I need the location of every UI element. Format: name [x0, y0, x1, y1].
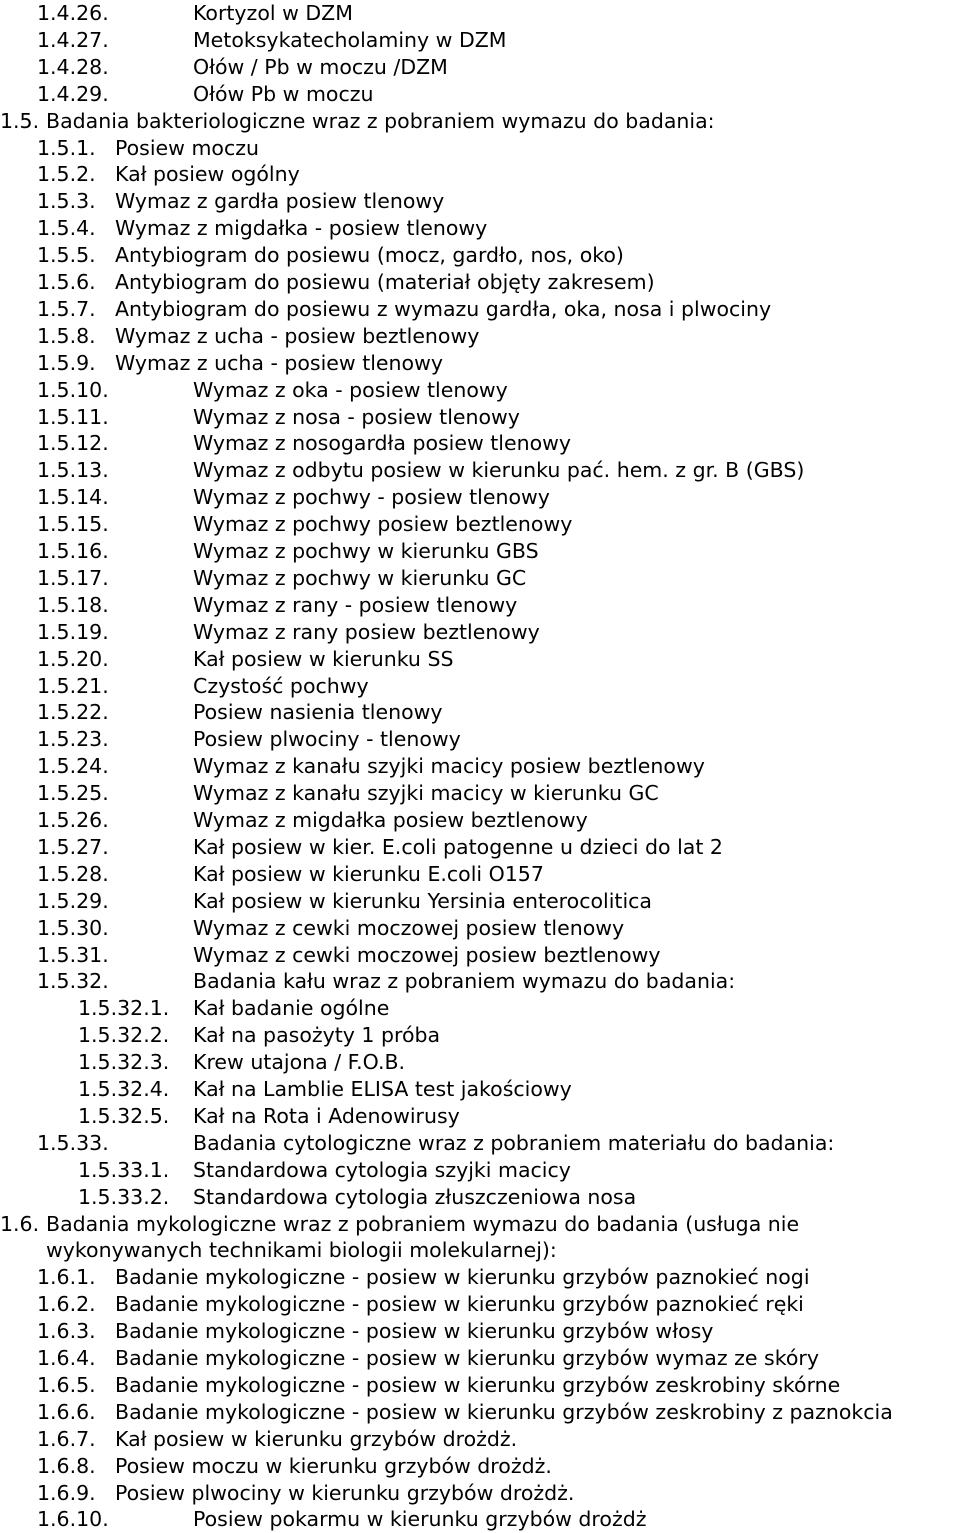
item-text: Wymaz z rany - posiew tlenowy	[193, 592, 518, 617]
item-number: 1.5.26.	[37, 808, 109, 832]
item-text: Standardowa cytologia szyjki macicy	[193, 1157, 571, 1182]
item-number: 1.5.32.1.	[78, 996, 170, 1021]
item-number: 1.5.16.	[37, 539, 109, 563]
item-number: 1.5.17.	[37, 565, 109, 590]
list-item	[0, 323, 960, 350]
list-item	[0, 188, 960, 215]
item-text: Badania mykologiczne wraz z pobraniem wymazu do badania (usługa nie	[46, 1211, 800, 1236]
item-text: Kał posiew w kierunku Yersinia enterocolitica	[193, 888, 652, 913]
list-item	[0, 995, 960, 1022]
item-text: Kał posiew w kierunku SS	[193, 646, 454, 671]
item-text: Kał posiew w kier. E.coli patogenne u dzieci do lat 2	[193, 834, 723, 859]
list-item	[0, 1076, 960, 1103]
list-item	[0, 135, 960, 162]
item-text: Wymaz z migdałka - posiew tlenowy	[115, 216, 488, 241]
list-item	[0, 1211, 960, 1238]
list-item	[0, 968, 960, 995]
list-item	[0, 1022, 960, 1049]
item-text: Antybiogram do posiewu z wymazu gardła, oka, nosa i plwociny	[115, 296, 772, 321]
item-text: Standardowa cytologia złuszczeniowa nosa	[193, 1184, 637, 1209]
item-number: 1.5.8.	[37, 323, 96, 348]
list-item	[0, 1103, 960, 1130]
item-text: Kał posiew w kierunku E.coli O157	[193, 861, 544, 886]
list-item	[0, 726, 960, 753]
item-text: Posiew moczu w kierunku grzybów drożdż.	[115, 1453, 552, 1478]
list-item	[0, 1345, 960, 1372]
item-text: Ołów / Pb w moczu /DZM	[193, 54, 448, 79]
list-item	[0, 1453, 960, 1480]
item-number: 1.5.7.	[37, 296, 96, 321]
item-text: Kał na pasożyty 1 próba	[193, 1023, 441, 1048]
item-text: Badanie mykologiczne - posiew w kierunku grzybów paznokieć ręki	[115, 1292, 804, 1317]
list-item	[0, 565, 960, 592]
item-text: Krew utajona / F.O.B.	[193, 1050, 406, 1075]
item-text: Kał na Lamblie ELISA test jakościowy	[193, 1077, 572, 1101]
list-item	[0, 1157, 960, 1184]
list-item	[0, 834, 960, 861]
list-item	[0, 404, 960, 431]
list-item	[0, 1184, 960, 1211]
item-text: Posiew nasienia tlenowy	[193, 700, 443, 725]
item-text: Wymaz z rany posiew beztlenowy	[193, 619, 540, 644]
item-number: 1.6.1.	[37, 1265, 96, 1290]
list-item	[0, 108, 960, 135]
list-item	[0, 215, 960, 242]
item-number: 1.5.30.	[37, 915, 109, 940]
item-number: 1.4.27.	[37, 27, 109, 52]
item-number: 1.4.26.	[37, 1, 109, 25]
item-text: Wymaz z odbytu posiew w kierunku pać. hem. z gr. B (GBS)	[193, 458, 805, 483]
list-item	[0, 1480, 960, 1507]
item-text: Wymaz z ucha - posiew tlenowy	[115, 350, 443, 375]
item-text: Antybiogram do posiewu (materiał objęty zakresem)	[115, 270, 655, 294]
item-number: 1.5.19.	[37, 619, 109, 644]
list-item	[0, 0, 960, 27]
item-text: Ołów Pb w moczu	[193, 81, 374, 106]
list-item	[0, 1426, 960, 1453]
item-number: 1.4.28.	[37, 54, 109, 79]
list-item	[0, 430, 960, 457]
item-number: 1.5.13.	[37, 458, 109, 483]
item-text: Posiew plwociny w kierunku grzybów drożdż.	[115, 1480, 575, 1505]
item-number: 1.5.9.	[37, 350, 96, 375]
item-number: 1.5.21.	[37, 673, 109, 698]
list-item	[0, 377, 960, 404]
item-text: Wymaz z gardła posiew tlenowy	[115, 189, 445, 214]
list-item	[0, 1399, 960, 1426]
item-number: 1.5.33.	[37, 1130, 109, 1155]
list-item	[0, 619, 960, 646]
item-number: 1.5.6.	[37, 270, 96, 294]
item-number: 1.5.32.4.	[78, 1077, 170, 1101]
item-number: 1.6.3.	[37, 1319, 96, 1344]
list-item	[0, 1506, 960, 1533]
list-item	[0, 538, 960, 565]
list-item	[0, 511, 960, 538]
item-number: 1.6.	[0, 1211, 40, 1236]
item-text: Wymaz z kanału szyjki macicy w kierunku GC	[193, 781, 659, 806]
item-number: 1.5.3.	[37, 189, 96, 214]
item-text: Wymaz z oka - posiew tlenowy	[193, 377, 508, 402]
item-number: 1.5.27.	[37, 834, 109, 859]
item-number: 1.5.5.	[37, 243, 96, 268]
item-number: 1.5.32.3.	[78, 1050, 170, 1075]
item-number: 1.5.32.5.	[78, 1103, 170, 1128]
list-item	[0, 888, 960, 915]
item-number: 1.5.25.	[37, 781, 109, 806]
item-text: Wymaz z cewki moczowej posiew tlenowy	[193, 915, 625, 940]
item-text: Wymaz z pochwy posiew beztlenowy	[193, 512, 573, 537]
list-item	[0, 1372, 960, 1399]
item-number: 1.6.5.	[37, 1372, 96, 1397]
item-text: Kał na Rota i Adenowirusy	[193, 1103, 460, 1128]
item-number: 1.5.32.	[37, 969, 109, 994]
list-item	[0, 484, 960, 511]
list-item	[0, 27, 960, 54]
item-text: Wymaz z nosa - posiew tlenowy	[193, 404, 520, 429]
item-text: Metoksykatecholaminy w DZM	[193, 27, 507, 52]
list-item	[0, 673, 960, 700]
item-number: 1.5.24.	[37, 754, 109, 779]
list-item	[0, 807, 960, 834]
item-text: Kał badanie ogólne	[193, 996, 390, 1021]
list-item	[0, 1049, 960, 1076]
item-number: 1.5.12.	[37, 431, 109, 456]
item-number: 1.6.2.	[37, 1292, 96, 1317]
item-number: 1.5.31.	[37, 942, 109, 967]
item-text: Posiew moczu	[115, 135, 259, 160]
list-item	[0, 161, 960, 188]
item-text: Posiew pokarmu w kierunku grzybów drożdż	[193, 1507, 647, 1532]
item-number: 1.6.10.	[37, 1507, 109, 1532]
item-number: 1.5.20.	[37, 646, 109, 671]
item-number: 1.5.11.	[37, 404, 109, 429]
item-text: Kał posiew w kierunku grzybów drożdż.	[115, 1426, 518, 1451]
item-text: Wymaz z pochwy w kierunku GBS	[193, 539, 539, 563]
item-text: Badanie mykologiczne - posiew w kierunku grzybów zeskrobiny z paznokcia	[115, 1399, 893, 1424]
item-number: 1.5.33.2.	[78, 1184, 170, 1209]
item-number: 1.5.15.	[37, 512, 109, 537]
item-number: 1.5.23.	[37, 727, 109, 752]
list-item	[0, 350, 960, 377]
item-text: Badanie mykologiczne - posiew w kierunku grzybów paznokieć nogi	[115, 1265, 810, 1290]
list-item	[0, 646, 960, 673]
list-item	[0, 54, 960, 81]
item-text: Wymaz z pochwy - posiew tlenowy	[193, 485, 550, 510]
item-text: Kortyzol w DZM	[193, 1, 353, 25]
item-text: Wymaz z kanału szyjki macicy posiew beztlenowy	[193, 754, 705, 779]
item-number: 1.5.18.	[37, 592, 109, 617]
item-number: 1.5.10.	[37, 377, 109, 402]
item-text: Wymaz z cewki moczowej posiew beztlenowy	[193, 942, 661, 967]
item-number: 1.6.8.	[37, 1453, 96, 1478]
item-number: 1.5.29.	[37, 888, 109, 913]
item-number: 1.5.1.	[37, 135, 96, 160]
list-item	[0, 269, 960, 296]
item-text: Badania cytologiczne wraz z pobraniem materiału do badania:	[193, 1130, 835, 1155]
item-text: Posiew plwociny - tlenowy	[193, 727, 461, 752]
item-text: Wymaz z ucha - posiew beztlenowy	[115, 323, 480, 348]
item-text: Wymaz z migdałka posiew beztlenowy	[193, 808, 588, 832]
item-number: 1.5.2.	[37, 162, 96, 187]
item-text: wykonywanych technikami biologii molekularnej):	[46, 1238, 557, 1263]
list-item	[0, 1318, 960, 1345]
item-number: 1.5.22.	[37, 700, 109, 725]
list-item	[0, 296, 960, 323]
item-number: 1.6.4.	[37, 1346, 96, 1370]
list-item	[0, 861, 960, 888]
item-text: Badanie mykologiczne - posiew w kierunku grzybów wymaz ze skóry	[115, 1346, 819, 1370]
item-number: 1.5.	[0, 108, 40, 133]
item-text: Badania kału wraz z pobraniem wymazu do badania:	[193, 969, 736, 994]
list-item	[0, 915, 960, 942]
item-text: Kał posiew ogólny	[115, 162, 300, 187]
item-text: Badania bakteriologiczne wraz z pobraniem wymazu do badania:	[46, 108, 715, 133]
item-text: Antybiogram do posiewu (mocz, gardło, nos, oko)	[115, 243, 624, 268]
list-item	[0, 699, 960, 726]
list-item	[0, 1130, 960, 1157]
list-item	[0, 81, 960, 108]
item-number: 1.6.9.	[37, 1480, 96, 1505]
list-item	[0, 242, 960, 269]
item-number: 1.6.6.	[37, 1399, 96, 1424]
list-item	[0, 942, 960, 969]
list-item	[0, 780, 960, 807]
item-number: 1.5.32.2.	[78, 1023, 170, 1048]
item-number: 1.6.7.	[37, 1426, 96, 1451]
item-text: Wymaz z pochwy w kierunku GC	[193, 565, 527, 590]
item-text: Wymaz z nosogardła posiew tlenowy	[193, 431, 572, 456]
list-item	[0, 457, 960, 484]
item-number: 1.5.14.	[37, 485, 109, 510]
item-text: Badanie mykologiczne - posiew w kierunku grzybów zeskrobiny skórne	[115, 1372, 841, 1397]
item-number: 1.5.4.	[37, 216, 96, 241]
list-item	[0, 1264, 960, 1291]
list-item	[0, 1237, 960, 1264]
item-number: 1.4.29.	[37, 81, 109, 106]
item-number: 1.5.33.1.	[78, 1157, 170, 1182]
item-text: Badanie mykologiczne - posiew w kierunku grzybów włosy	[115, 1319, 714, 1344]
item-number: 1.5.28.	[37, 861, 109, 886]
item-text: Czystość pochwy	[193, 673, 369, 698]
list-item	[0, 1291, 960, 1318]
list-item	[0, 753, 960, 780]
list-item	[0, 592, 960, 619]
